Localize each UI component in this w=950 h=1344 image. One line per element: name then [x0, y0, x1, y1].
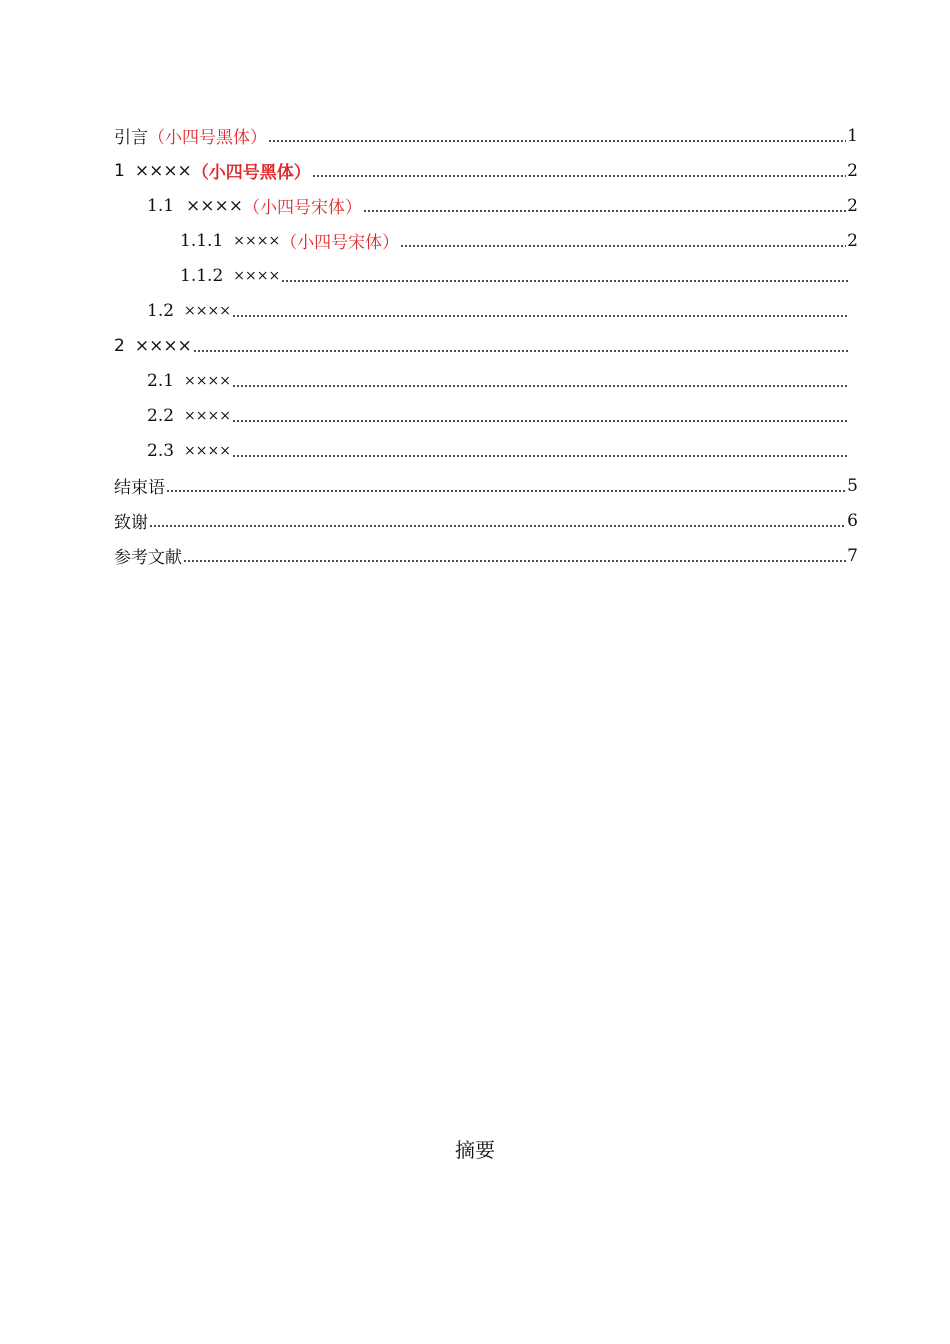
toc-dot-leader	[193, 350, 849, 352]
toc-dot-leader	[166, 490, 846, 492]
toc-entry-number: 2.1	[147, 370, 175, 391]
toc-entry-conclusion[interactable]	[114, 468, 858, 503]
toc-entry-title: ××××	[184, 302, 231, 319]
toc-entry-number: 1.1.1	[180, 230, 224, 251]
toc-entry-number: 1.2	[147, 300, 175, 321]
toc-page-number: 5	[847, 475, 858, 496]
toc-entry-number: 2	[114, 335, 125, 356]
toc-dot-leader	[149, 525, 846, 527]
toc-page-number: 2	[847, 195, 858, 216]
toc-entry-title: ××××	[233, 232, 281, 249]
table-of-contents	[114, 118, 858, 573]
toc-entry-title: ××××	[134, 160, 192, 181]
toc-dot-leader	[232, 455, 849, 457]
toc-entry-title: ××××	[233, 267, 281, 284]
toc-entry-references[interactable]	[114, 538, 858, 573]
toc-entry-title: 致谢	[114, 513, 148, 533]
toc-page-number: 6	[847, 510, 858, 531]
toc-entry-font-note: （小四号黑体）	[191, 163, 311, 183]
toc-entry-title: ××××	[184, 407, 231, 424]
toc-page-number: 1	[847, 125, 858, 146]
toc-entry-title: ××××	[186, 195, 244, 216]
toc-dot-leader	[232, 420, 849, 422]
toc-dot-leader	[232, 315, 849, 317]
toc-dot-leader	[268, 140, 846, 142]
toc-entry-font-note: （小四号宋体）	[280, 233, 400, 253]
toc-entry-title: 引言	[114, 128, 148, 148]
toc-dot-leader	[363, 210, 846, 212]
toc-page-number: 7	[847, 545, 858, 566]
toc-entry-title: ××××	[134, 335, 192, 356]
toc-entry-title: ××××	[184, 372, 231, 389]
toc-dot-leader	[232, 385, 849, 387]
toc-dot-leader	[183, 560, 846, 562]
toc-entry-section-2-2[interactable]	[114, 398, 858, 433]
toc-entry-font-note: （小四号宋体）	[243, 198, 363, 218]
toc-entry-introduction[interactable]	[114, 118, 858, 153]
toc-entry-section-1-2[interactable]	[114, 293, 858, 328]
toc-entry-font-note: （小四号黑体）	[148, 128, 267, 148]
toc-entry-section-2-1[interactable]	[114, 363, 858, 398]
toc-entry-chapter-1[interactable]	[114, 153, 858, 188]
toc-entry-chapter-2[interactable]	[114, 328, 858, 363]
toc-dot-leader	[312, 175, 846, 177]
toc-entry-section-2-3[interactable]	[114, 433, 858, 468]
abstract-heading: 摘要	[455, 1138, 495, 1162]
toc-entry-section-1-1-1[interactable]	[114, 223, 858, 258]
toc-entry-number: 2.3	[147, 440, 175, 461]
toc-entry-title: 参考文献	[114, 548, 182, 568]
toc-entry-title: 结束语	[114, 478, 165, 498]
toc-entry-acknowledgements[interactable]	[114, 503, 858, 538]
toc-dot-leader	[281, 280, 849, 282]
toc-entry-number: 1.1	[147, 195, 175, 216]
toc-entry-title: ××××	[184, 442, 231, 459]
toc-dot-leader	[400, 245, 846, 247]
toc-page-number: 2	[847, 230, 858, 251]
toc-entry-number: 1	[114, 160, 125, 181]
toc-entry-number: 1.1.2	[180, 265, 224, 286]
toc-entry-number: 2.2	[147, 405, 175, 426]
toc-page-number: 2	[847, 160, 858, 181]
toc-entry-section-1-1-2[interactable]	[114, 258, 858, 293]
toc-entry-section-1-1[interactable]	[114, 188, 858, 223]
